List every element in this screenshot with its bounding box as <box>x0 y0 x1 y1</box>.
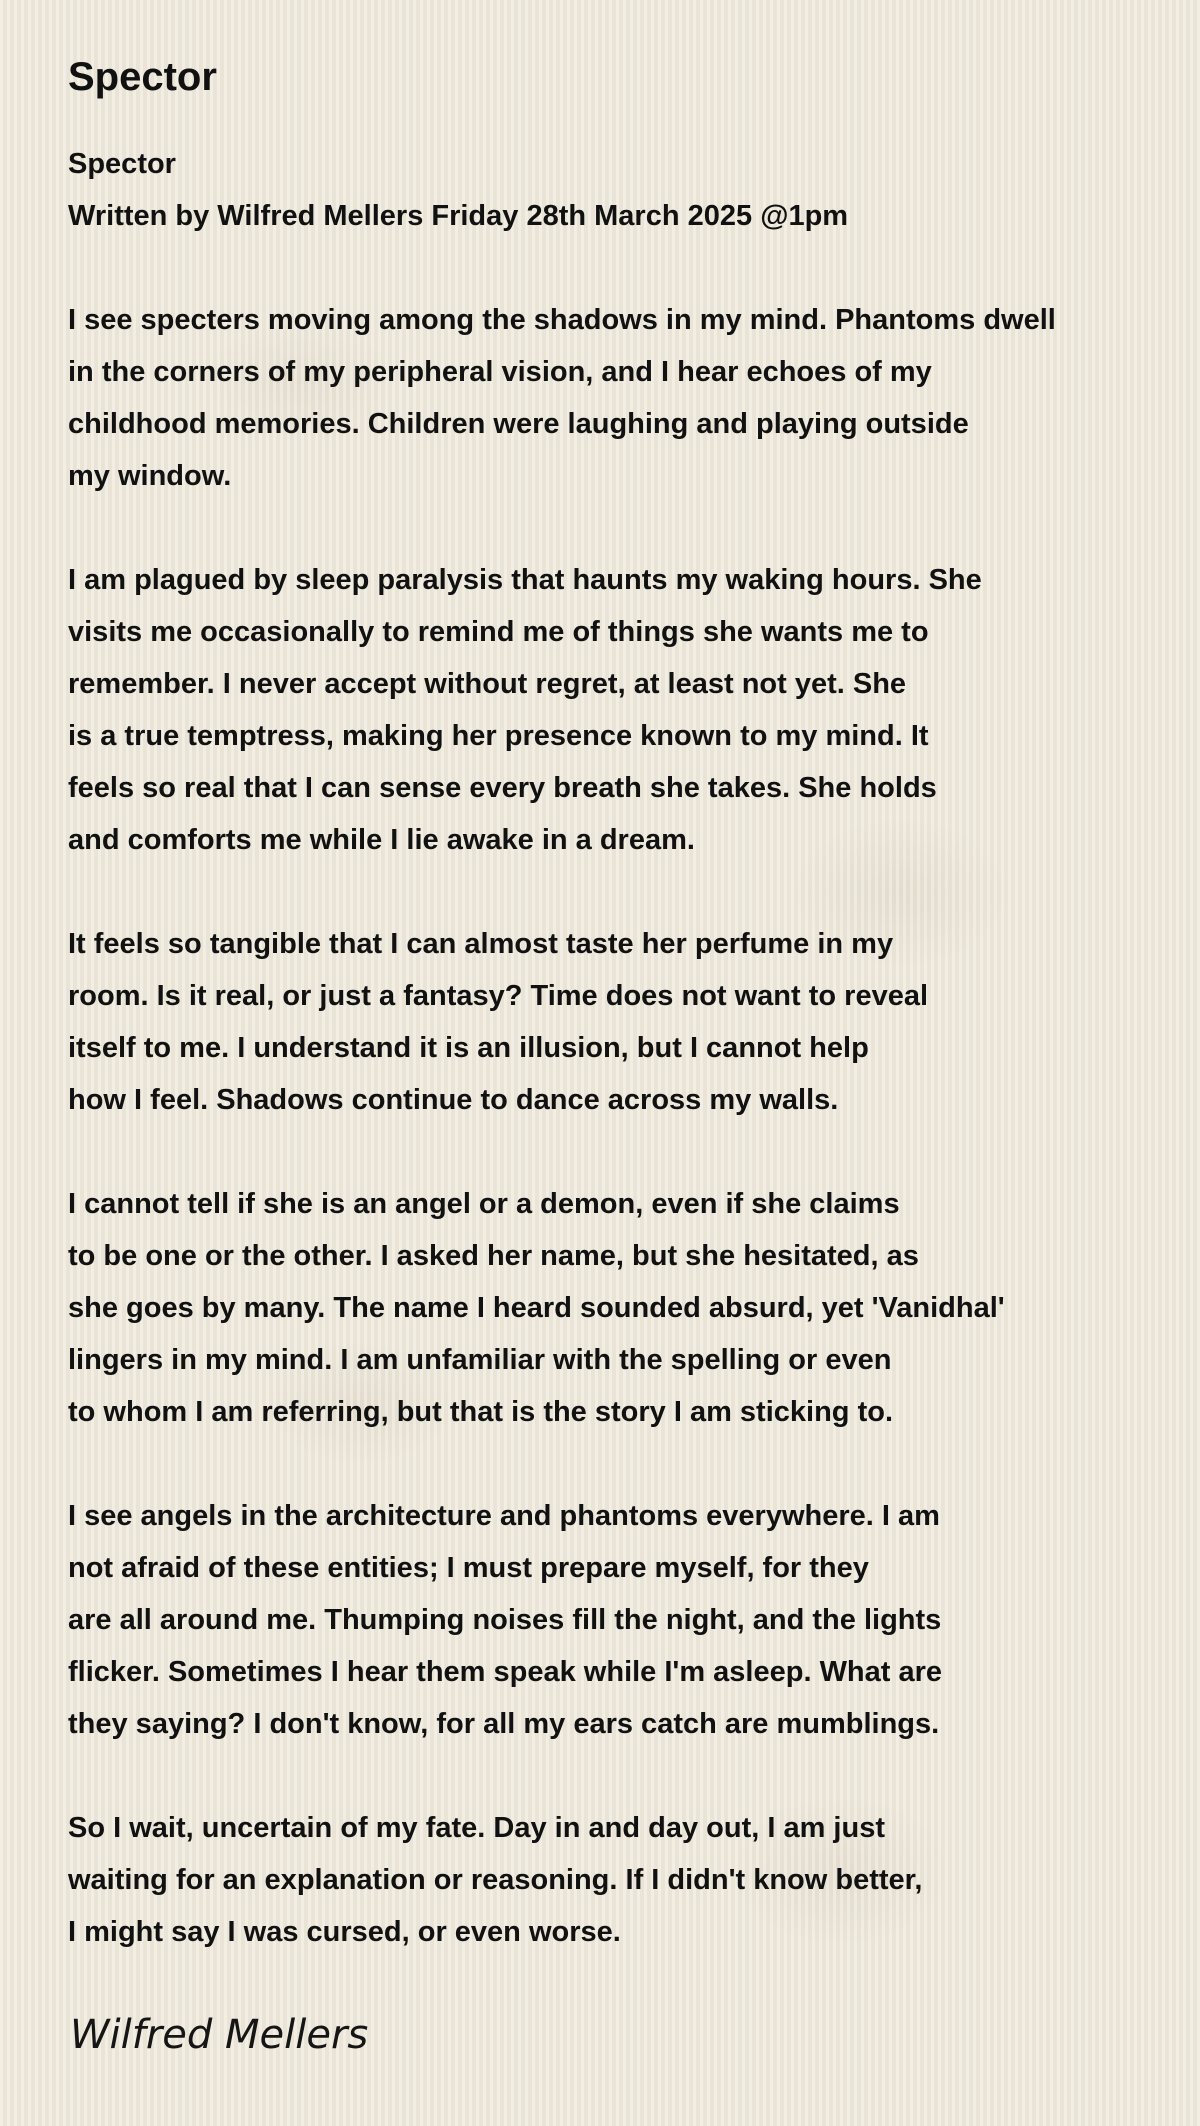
poem-line: my window. <box>68 460 232 492</box>
poem-line: room. Is it real, or just a fantasy? Time does not want to reveal <box>68 980 929 1012</box>
poem-line: itself to me. I understand it is an illusion, but I cannot help <box>68 1032 869 1064</box>
poem-line: I see specters moving among the shadows in my mind. Phantoms dwell <box>68 304 1056 336</box>
stanza-3 <box>68 918 1178 1126</box>
poem-line: I see angels in the architecture and phantoms everywhere. I am <box>68 1500 940 1532</box>
poem-line: I cannot tell if she is an angel or a demon, even if she claims <box>68 1188 900 1220</box>
stanza-gap <box>68 1750 1178 1802</box>
poem-line: lingers in my mind. I am unfamiliar with the spelling or even <box>68 1344 892 1376</box>
poem-line: they saying? I don't know, for all my ears catch are mumblings. <box>68 1708 940 1740</box>
poem-line: flicker. Sometimes I hear them speak while I'm asleep. What are <box>68 1656 943 1688</box>
poem-line: to be one or the other. I asked her name, but she hesitated, as <box>68 1240 919 1272</box>
poem-line: is a true temptress, making her presence known to my mind. It <box>68 720 929 752</box>
poem-line: are all around me. Thumping noises fill the night, and the lights <box>68 1604 942 1636</box>
poem-line: how I feel. Shadows continue to dance across my walls. <box>68 1084 839 1116</box>
author-signature: Wilfred Mellers <box>70 2012 369 2058</box>
stanza-gap <box>68 866 1178 918</box>
stanza-gap <box>68 1438 1178 1490</box>
stanza-gap <box>68 502 1178 554</box>
poem-page <box>68 52 1178 2058</box>
stanza-6 <box>68 1802 1178 1958</box>
stanza-2 <box>68 554 1178 866</box>
poem-line: remember. I never accept without regret, at least not yet. She <box>68 668 907 700</box>
stanza-gap <box>68 242 1178 294</box>
poem-body <box>68 138 1178 1958</box>
poem-line: waiting for an explanation or reasoning. If I didn't know better, <box>68 1864 923 1896</box>
poem-line: childhood memories. Children were laughing and playing outside <box>68 408 969 440</box>
stanza-5 <box>68 1490 1178 1750</box>
poem-line: I am plagued by sleep paralysis that haunts my waking hours. She <box>68 564 982 596</box>
stanza-4 <box>68 1178 1178 1438</box>
poem-line: visits me occasionally to remind me of things she wants me to <box>68 616 929 648</box>
poem-line: It feels so tangible that I can almost taste her perfume in my <box>68 928 894 960</box>
poem-line: in the corners of my peripheral vision, and I hear echoes of my <box>68 356 932 388</box>
poem-subtitle: Spector <box>68 148 176 180</box>
poem-line: not afraid of these entities; I must prepare myself, for they <box>68 1552 869 1584</box>
poem-line: she goes by many. The name I heard sounded absurd, yet 'Vanidhal' <box>68 1292 1005 1324</box>
poem-line: I might say I was cursed, or even worse. <box>68 1916 621 1948</box>
page-title: Spector <box>68 55 217 99</box>
poem-line: and comforts me while I lie awake in a dream. <box>68 824 695 856</box>
stanza-1 <box>68 294 1178 502</box>
poem-line: feels so real that I can sense every breath she takes. She holds <box>68 772 937 804</box>
poem-line: So I wait, uncertain of my fate. Day in and day out, I am just <box>68 1812 885 1844</box>
stanza-gap <box>68 1126 1178 1178</box>
poem-byline: Written by Wilfred Mellers Friday 28th March 2025 @1pm <box>68 200 849 232</box>
poem-line: to whom I am referring, but that is the story I am sticking to. <box>68 1396 893 1428</box>
